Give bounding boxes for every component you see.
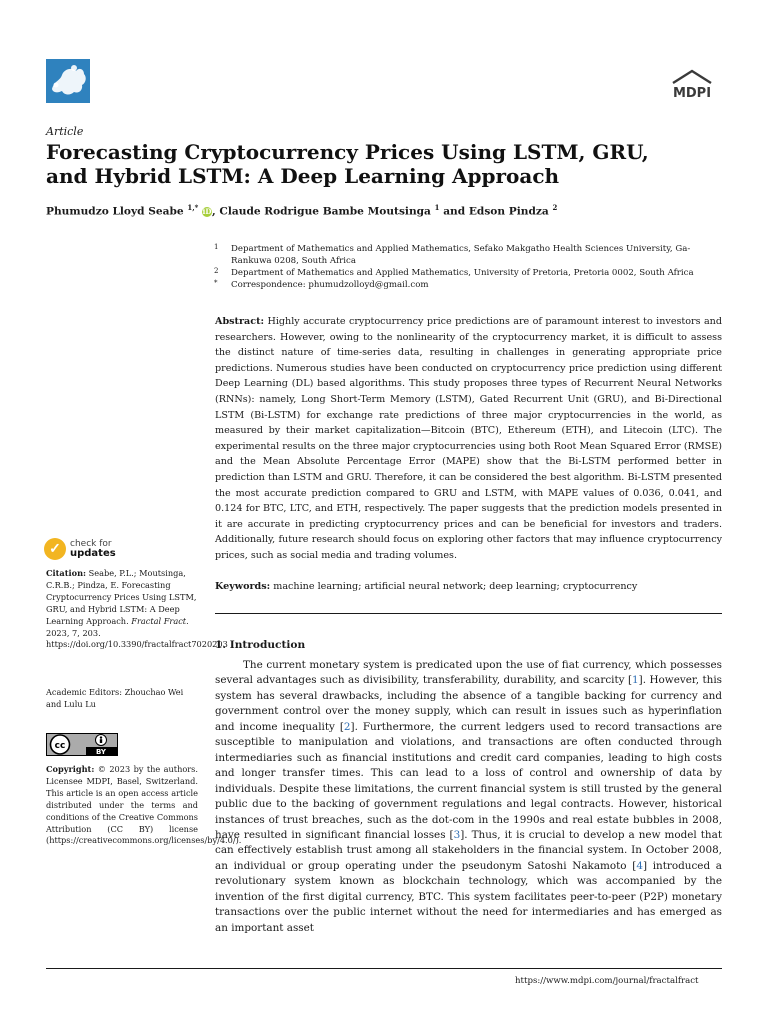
- citation-link[interactable]: 1: [632, 674, 639, 687]
- journal-logo: [46, 59, 90, 103]
- journal-url-link[interactable]: https://www.mdpi.com/journal/fractalfract: [515, 976, 699, 986]
- journal-name: Fractal Fract.: [131, 615, 189, 626]
- affiliation-item: 1 Department of Mathematics and Applied Mathematics, Sefako Makgatho Health Sciences University, Ga-Rankuwa 0208, South Africa: [214, 243, 691, 266]
- article-type: Article: [46, 125, 84, 138]
- keywords-label: Keywords:: [215, 581, 271, 592]
- citation-block: Citation: Seabe, P.L.; Moutsinga, C.R.B.; Pindza, E. Forecasting Cryptocurrency Prices Using LSTM, GRU, and Hybrid LSTM: A Deep Learning Approach. Fractal Fract. 2023, 7, 203. https://doi.org/10.3390/fractalfract7020203: [46, 568, 228, 650]
- author-superscript: 1: [434, 203, 440, 212]
- citation-link[interactable]: 2: [343, 720, 351, 733]
- academic-editors: Academic Editors: Zhouchao Wei and Lulu Lu: [46, 687, 184, 709]
- keywords-text: machine learning; artificial neural network; deep learning; cryptocurrency: [273, 581, 638, 592]
- copyright-label: Copyright:: [46, 764, 95, 774]
- footer-divider: [46, 968, 722, 969]
- paper-title: Forecasting Cryptocurrency Prices Using LSTM, GRU, and Hybrid LSTM: A Deep Learning Approach: [46, 140, 649, 188]
- keywords: [215, 580, 722, 594]
- abstract: [215, 314, 722, 564]
- svg-text:cc: cc: [54, 741, 66, 751]
- paragraph: The current monetary system is predicated upon the use of fiat currency, which possesses several advantages such as divisibility, transferability, durability, and scarcity [1]. However, this system has several drawbacks, including the absence of a tangible backing for currency and government control over the money supply, which can result in issues such as hyperinflation and income inequality [2]. Furthermore, the current ledgers used to record transactions are susceptible to manipulation and violations, and transactions are often conducted through intermediaries such as financial institutions and credit card companies, leading to high costs and longer transfer times. This can lead to a loss of control and ownership of data by individuals. Despite these limitations, the current financial system is still trusted by the general public due to the backing of government regulations and legal contracts. However, historical instances of trust breaches, such as the dot-com in the 1990s and real estate bubbles in 2008, have resulted in significant financial losses [3]. Thus, it is crucial to develop a new model that can effectively establish trust among all stakeholders in the financial system. In October 2008, an individual or group operating under the pseudonym Satoshi Nakamoto [4] introduced a revolutionary system known as blockchain technology, which was accompanied by the invention of the first digital currency, BTC. This system facilitates peer-to-peer (P2P) monetary transactions over the public internet without the need for intermediaries and has emerged as an important asset: [215, 659, 722, 934]
- mdpi-logo: [667, 67, 717, 103]
- divider: [215, 613, 722, 614]
- check-for-updates-button[interactable]: ✓ check for updates: [44, 538, 130, 564]
- author-list: Phumudzo Lloyd Seabe $^{1,*}$ iD, Claude Rodrigue Bambe Moutsinga $^1$ and Edson Pindza $^2$: [46, 203, 558, 218]
- copyright-notice: Copyright: © 2023 by the authors. Licensee MDPI, Basel, Switzerland. This article is an open access article distributed under the terms and conditions of the Creative Commons Attribution (CC BY) license (https://creativecommons.org/licenses/by/4.0/).: [46, 764, 242, 846]
- checkmark-icon: ✓: [44, 538, 66, 560]
- citation-doi[interactable]: 2023, 7, 203. https://doi.org/10.3390/fractalfract7020203: [46, 627, 228, 650]
- citation-link[interactable]: 3: [453, 828, 461, 841]
- affiliation-item: 2 Department of Mathematics and Applied Mathematics, University of Pretoria, Pretoria 0002, South Africa: [214, 267, 694, 278]
- cc-by-icon: [46, 733, 118, 756]
- cc-by-license-badge[interactable]: [46, 733, 118, 756]
- author-name[interactable]: Phumudzo Lloyd Seabe: [46, 205, 184, 218]
- citation-link[interactable]: 4: [636, 859, 643, 872]
- svg-text:BY: BY: [95, 748, 107, 756]
- correspondence: * Correspondence: phumudzolloyd@gmail.com: [214, 279, 429, 290]
- author-name[interactable]: Claude Rodrigue Bambe Moutsinga: [219, 205, 431, 218]
- abstract-text: Highly accurate cryptocurrency price predictions are of paramount interest to investors and researchers. However, owing to the nonlinearity of the cryptocurrency market, it is difficult to assess the distinct nature of time-series data, resulting in challenges in generating appropriate price predictions. Numerous studies have been conducted on cryptocurrency price prediction using different Deep Learning (DL) based algorithms. This study proposes three types of Recurrent Neural Networks (RNNs): namely, Long Short-Term Memory (LSTM), Gated Recurrent Unit (GRU), and Bi-Directional LSTM (Bi-LSTM) for exchange rate predictions of three major cryptocurrencies in the world, as measured by their market capitalization—Bitcoin (BTC), Ethereum (ETH), and Litecoin (LTC). The experimental results on the three major cryptocurrencies using both Root Mean Squared Error (RMSE) and the Mean Absolute Percentage Error (MAPE) show that the Bi-LSTM performed better in prediction than LSTM and GRU. Therefore, it can be considered the best algorithm. Bi-LSTM presented the most accurate prediction compared to GRU and LSTM, with MAPE values of 0.036, 0.041, and 0.124 for BTC, LTC, and ETH, respectively. The paper suggests that the prediction models presented in it are accurate in predicting cryptocurrency prices and can be beneficial for investors and traders. Additionally, future research should focus on exploring other factors that may influence cryptocurrency prices, such as social media and trading volumes.: [215, 316, 722, 561]
- abstract-label: Abstract:: [215, 316, 265, 327]
- mdpi-logo-icon: [667, 67, 717, 103]
- affiliations: [214, 243, 714, 291]
- introduction-body: [215, 658, 722, 936]
- citation-label: Citation:: [46, 568, 87, 578]
- section-heading: 1. Introduction: [215, 639, 306, 651]
- author-superscript: 2: [552, 203, 558, 212]
- author-superscript: 1,*: [187, 203, 199, 212]
- mdpi-logo-text: MDPI: [672, 86, 712, 101]
- orcid-icon[interactable]: iD: [202, 206, 212, 216]
- fractal-logo-icon: [46, 59, 90, 103]
- author-name[interactable]: Edson Pindza: [468, 205, 549, 218]
